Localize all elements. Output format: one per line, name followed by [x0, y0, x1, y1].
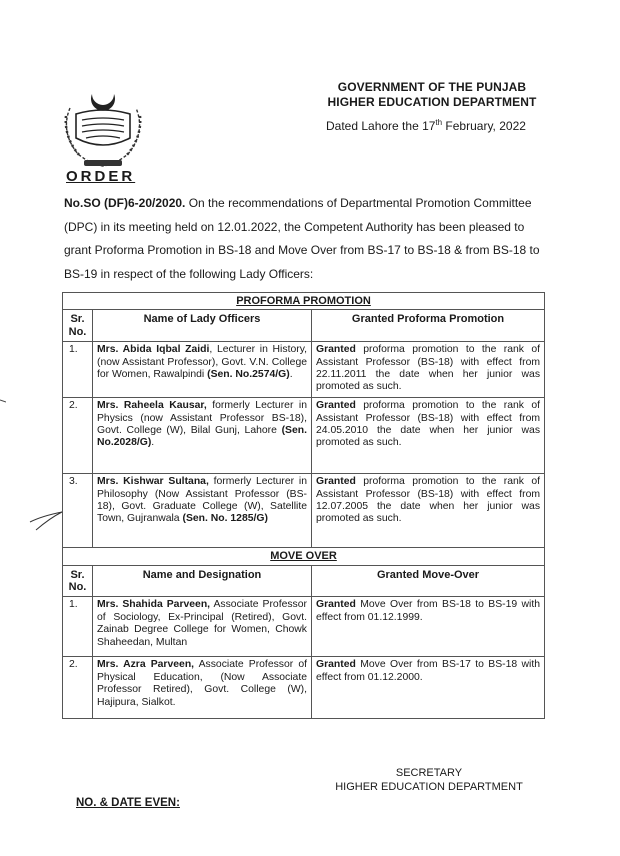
officer-name-cell: [93, 342, 312, 398]
grant-label: Granted: [316, 599, 356, 611]
officer-name: Mrs. Abida Iqbal Zaidi: [97, 344, 210, 356]
column-header-grant: Granted Proforma Promotion: [312, 310, 545, 342]
officer-name: Mrs. Raheela Kausar,: [97, 400, 207, 412]
table-row: [63, 474, 545, 548]
grant-cell: [312, 398, 545, 474]
officer-details: formerly Lecturer in Physics (now Assistant Professor BS-18), Govt. College (W), Bilal Gunj, Lahore: [97, 400, 307, 437]
row-number: 2.: [63, 657, 93, 719]
grant-label: Granted: [316, 344, 356, 356]
column-header-name: Name and Designation: [93, 565, 312, 597]
officer-name-cell: [93, 657, 312, 719]
grant-label: Granted: [316, 659, 356, 671]
row-end: .: [289, 369, 293, 381]
table-row: [63, 597, 545, 657]
grant-details: Move Over from BS-18 to BS-19 with effect from 01.12.1999.: [316, 599, 541, 623]
proforma-heading: PROFORMA PROMOTION: [63, 293, 545, 310]
move-over-column-header-row: [63, 565, 545, 597]
seniority-number: (Sen. No.2574/G): [207, 369, 290, 381]
officer-name-cell: [93, 398, 312, 474]
grant-cell: [312, 342, 545, 398]
officer-name: Mrs. Shahida Parveen,: [97, 599, 211, 611]
officer-details: , Lecturer in History, (now Assistant Professor), Govt. V.N. College for Women, Rawalpindi: [97, 344, 308, 381]
grant-details: proforma promotion to the rank of Assistant Professor (BS-18) with effect from 22.11.2011 the date when her junior was promoted as such.: [316, 344, 541, 393]
margin-tick: [0, 399, 6, 403]
signatory-department: HIGHER EDUCATION DEPARTMENT: [335, 781, 523, 793]
intro-paragraph: [64, 192, 548, 286]
signature-block: [334, 766, 524, 794]
grant-cell: [312, 657, 545, 719]
row-number: 1.: [63, 342, 93, 398]
order-title: ORDER: [66, 168, 136, 185]
header-line-1: GOVERNMENT OF THE PUNJAB: [337, 80, 527, 94]
grant-details: proforma promotion to the rank of Assistant Professor (BS-18) with effect from 12.07.2005 the date when her junior was promoted as such.: [316, 476, 541, 525]
officer-name: Mrs. Kishwar Sultana,: [97, 476, 209, 488]
row-end: .: [151, 437, 155, 449]
promotion-table: [62, 292, 545, 719]
move-over-heading: MOVE OVER: [63, 548, 545, 565]
dated-suffix-sup: th: [435, 118, 443, 127]
table-row: [63, 398, 545, 474]
column-header-name: Name of Lady Officers: [93, 310, 312, 342]
no-date-even-label: NO. & DATE EVEN:: [76, 797, 180, 809]
move-over-heading-row: [63, 548, 545, 565]
reference-number: No.SO (DF)6-20/2020.: [64, 196, 186, 210]
seniority-number: (Sen. No.2028/G): [97, 425, 307, 449]
header-line-2: HIGHER EDUCATION DEPARTMENT: [327, 95, 537, 109]
officer-details: Associate Professor of Sociology, Ex-Principal (Retired), Govt. Zainab Degree College for Women, Chowk Shaheedan, Multan: [97, 599, 307, 648]
dated-line: [326, 118, 526, 133]
punjab-government-seal: [56, 86, 150, 174]
column-header-sr: Sr. No.: [63, 310, 93, 342]
row-number: 3.: [63, 474, 93, 548]
dated-prefix: Dated Lahore the 17: [326, 119, 436, 133]
column-header-grant: Granted Move-Over: [312, 565, 545, 597]
grant-details: Move Over from BS-17 to BS-18 with effect from 01.12.2000.: [316, 659, 541, 683]
table-row: [63, 342, 545, 398]
grant-label: Granted: [316, 400, 356, 412]
grant-cell: [312, 597, 545, 657]
signatory-title: SECRETARY: [395, 767, 463, 779]
government-header: [322, 80, 542, 110]
pen-mark: [28, 506, 64, 532]
proforma-heading-row: [63, 293, 545, 310]
column-header-sr: Sr. No.: [63, 565, 93, 597]
officer-details: Associate Professor of Physical Education, (Now Associate Professor Retired), Govt. College (W), Hajipura, Sialkot.: [97, 659, 308, 708]
proforma-column-header-row: [63, 310, 545, 342]
grant-cell: [312, 474, 545, 548]
officer-details: formerly Lecturer in Philosophy (Now Assistant Professor (BS-18), Govt. Graduate College (W), Satellite Town, Gujranwala: [97, 476, 307, 525]
grant-details: proforma promotion to the rank of Assistant Professor (BS-18) with effect from 24.05.2010 the date when her junior was promoted as such.: [316, 400, 541, 449]
officer-name: Mrs. Azra Parveen,: [97, 659, 195, 671]
row-number: 2.: [63, 398, 93, 474]
officer-name-cell: [93, 474, 312, 548]
row-number: 1.: [63, 597, 93, 657]
table-row: [63, 657, 545, 719]
dated-suffix: February, 2022: [442, 119, 526, 133]
seniority-number: (Sen. No. 1285/G): [182, 513, 268, 525]
grant-label: Granted: [316, 476, 356, 488]
officer-name-cell: [93, 597, 312, 657]
intro-text: On the recommendations of Departmental Promotion Committee (DPC) in its meeting held on 12.01.2022, the Competent Authority has been pleased to grant Proforma Promotion in BS-18 and Move Over from BS-17 to BS-18 & from BS-18 to BS-19 in respect of the following Lady Officers:: [64, 196, 540, 281]
